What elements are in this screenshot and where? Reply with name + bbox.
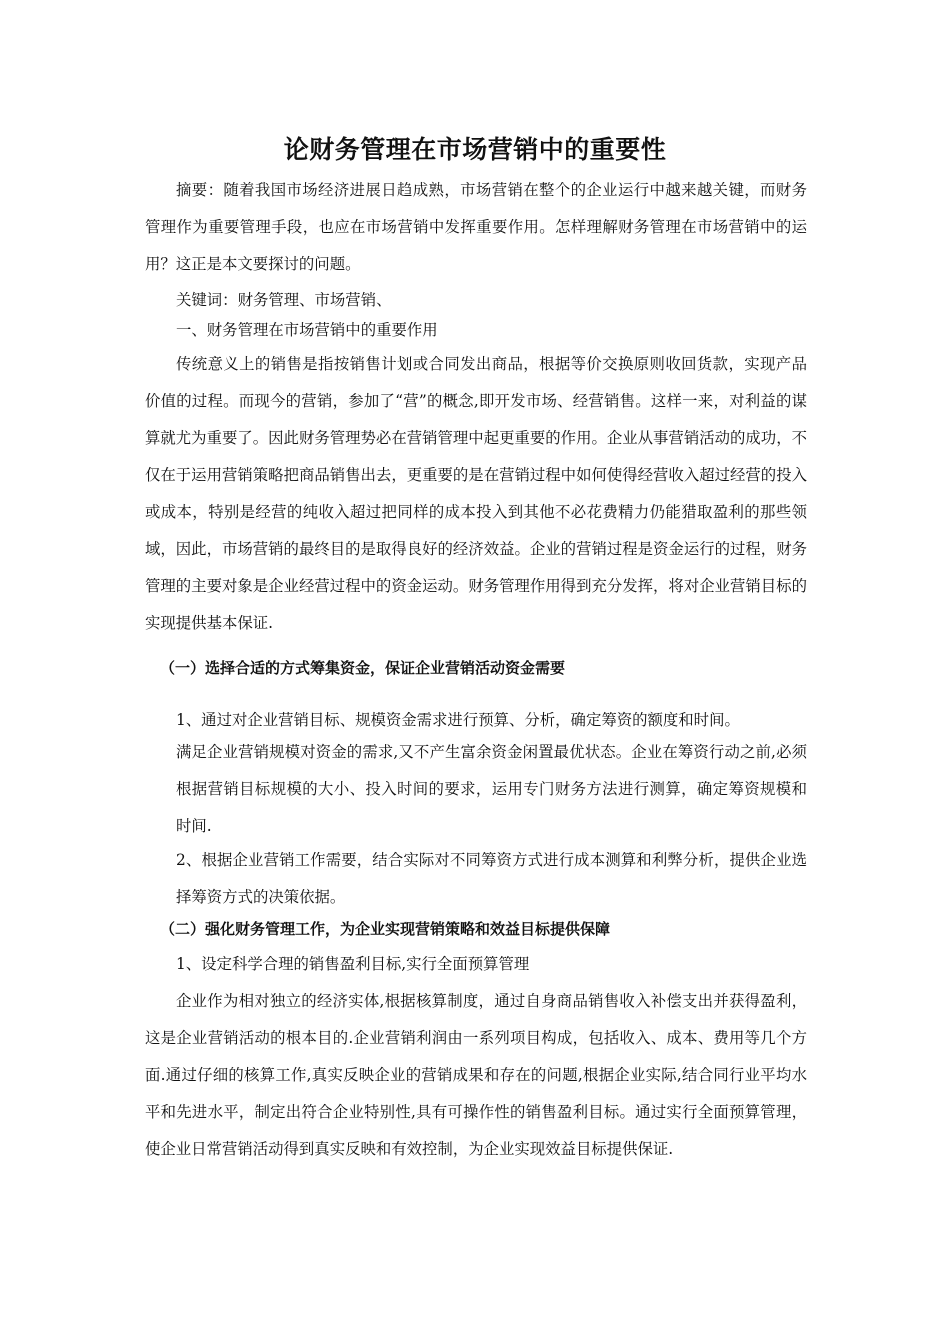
subsection-2-item-1-title: 1、设定科学合理的销售盈利目标,实行全面预算管理 [176,955,530,973]
abstract-paragraph: 摘要：随着我国市场经济进展日趋成熟，市场营销在整个的企业运行中越来越关键，而财务管理作为重要管理手段，也应在市场营销中发挥重要作用。怎样理解财务管理在市场营销中的运用？这正是本文要探讨的问题。 [145,181,807,273]
document-title: 论财务管理在市场营销中的重要性 [283,135,667,164]
section-1-heading: 一、财务管理在市场营销中的重要作用 [176,321,438,339]
subsection-1-item-1-rest: 满足企业营销规模对资金的需求,又不产生富余资金闲置最优状态。企业在筹资行动之前,必须根据营销目标规模的大小、投入时间的要求，运用专门财务方法进行测算，确定筹资规模和时间. [176,743,807,835]
subsection-1-item-1-line-1: 1、通过对企业营销目标、规模资金需求进行预算、分析，确定筹资的额度和时间。 [176,711,740,729]
keywords-line: 关键词：财务管理、市场营销、 [176,291,392,309]
subsection-1-item-2: 2、根据企业营销工作需要，结合实际对不同筹资方式进行成本测算和利弊分析，提供企业选择筹资方式的决策依据。 [176,851,807,906]
subsection-2-heading: （二）强化财务管理工作，为企业实现营销策略和效益目标提供保障 [160,920,611,938]
section-1-body: 传统意义上的销售是指按销售计划或合同发出商品，根据等价交换原则收回货款，实现产品价值的过程。而现今的营销，参加了“营”的概念,即开发市场、经营销售。这样一来，对利益的谋算就尤为重要了。因此财务管理势必在营销管理中起更重要的作用。企业从事营销活动的成功，不仅在于运用营销策略把商品销售出去，更重要的是在营销过程中如何使得经营收入超过经营的投入或成本，特别是经营的纯收入超过把同样的成本投入到其他不必花费精力仍能猎取盈利的那些领域，因此，市场营销的最终目的是取得良好的经济效益。企业的营销过程是资金运行的过程，财务管理的主要对象是企业经营过程中的资金运动。财务管理作用得到充分发挥，将对企业营销目标的实现提供基本保证. [145,355,807,632]
subsection-1-item-1-body [176,734,807,845]
subsection-1-heading: （一）选择合适的方式筹集资金，保证企业营销活动资金需要 [160,659,566,677]
subsection-2-item-1-body: 企业作为相对独立的经济实体,根据核算制度，通过自身商品销售收入补偿支出并获得盈利，这是企业营销活动的根本目的.企业营销利润由一系列项目构成，包括收入、成本、费用等几个方面.通过仔细的核算工作,真实反映企业的营销成果和存在的问题,根据企业实际,结合同行业平均水平和先进水平，制定出符合企业特别性,具有可操作性的销售盈利目标。通过实行全面预算管理，使企业日常营销活动得到真实反映和有效控制，为企业实现效益目标提供保证. [145,992,807,1158]
